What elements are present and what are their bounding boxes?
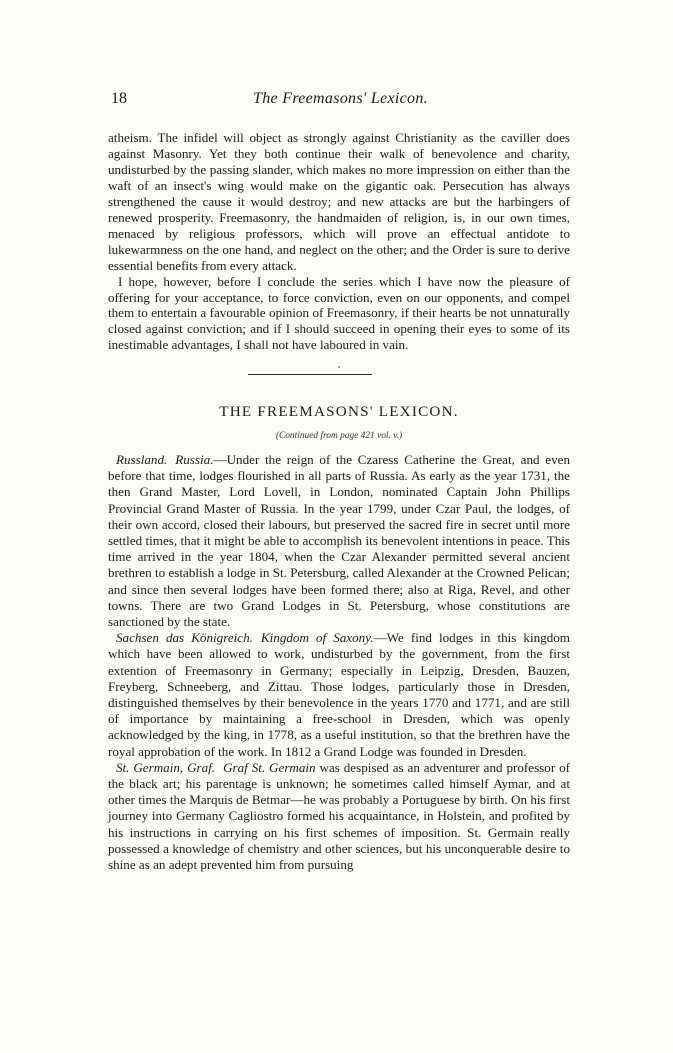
intro-text xyxy=(108,130,570,353)
lexicon-entries xyxy=(108,452,570,873)
running-title: The Freemasons' Lexicon. xyxy=(253,90,428,107)
continued-note: (Continued from page 421 vol. v.) xyxy=(275,431,403,441)
divider-dot xyxy=(338,366,340,368)
entry-term-english: Kingdom of Saxony. xyxy=(260,630,374,646)
entry-term-german: St. Germain, Graf. xyxy=(116,759,216,775)
entry-text: —We find lodges in this kingdom which have been allowed to work, undisturbed by the government, from the first extention of Freemasonry in Germany; especially in Leipzig, Dresden, Bauzen, Freyberg, Schneeberg, and Zittau. Those lodges, particularly those in Dresden, distinguished themselves by their benevolence in the years 1770 and 1771, and are still of importance by maintaining a free-school in Dresden, which was openly acknowledged by the king, in 1778, as a useful institution, so that the brethren have the royal approbation of the work. In 1812 a Grand Lodge was founded in Dresden. xyxy=(108,630,570,759)
running-head xyxy=(108,90,573,112)
entry-text: —Under the reign of the Czaress Catherine the Great, and even before that time, lodges flourished in all parts of Russia. As early as the year 1731, the then Grand Master, Lord Lovell, in London, nominated Captain John Phillips Provincial Grand Master of Russia. In the year 1799, under Czar Paul, the lodges, of their own accord, closed their labours, but preserved the sacred fire in secret until more settled times, that it might be able to accomplish its benevolent intentions in peace. This time arrived in the year 1804, when the Czar Alexander permitted several ancient brethren to establish a lodge in St. Petersburg, called Alexander at the Crowned Pelican; and since then several lodges have been formed there; also at Riga, Revel, and other towns. There are two Grand Lodges in St. Petersburg, whose constitutions are sanctioned by the state. xyxy=(108,452,570,630)
lexicon-entry xyxy=(108,452,570,630)
lexicon-entry xyxy=(108,760,570,873)
entry-term-german: Sachsen das Königreich. xyxy=(116,630,253,646)
entry-term-german: Russland. xyxy=(116,452,168,467)
intro-paragraph: I hope, however, before I conclude the series which I have now the pleasure of offering for your acceptance, to force conviction, even on our opponents, and compel them to entertain a favourable opinion of Freemasonry, if their hearts be not unnaturally closed against conviction; and if I should succeed in opening their eyes to some of its inestimable advantages, I shall not have laboured in vain. xyxy=(108,273,570,353)
entry-text: was despised as an adventurer and professor of the black art; his parentage is unknown; he sometimes called himself Aymar, and at other times the Marquis de Betmar—he was probably a Portuguese by birth. On his first journey into Germany Cagliostro formed his acquaintance, in Holstein, and profited by his instructions in carrying on his first schemes of imposition. St. Germain really possessed a knowledge of chemistry and other sciences, but his unconquerable desire to shine as an adept prevented him from pursuing xyxy=(108,759,570,873)
entry-term-english: Russia. xyxy=(175,452,214,467)
intro-paragraph: atheism. The infidel will object as strongly against Christianity as the caviller does against Masonry. Yet they both continue their walk of benevolence and charity, undisturbed by the passing slander, which makes no more impression on either than the waft of an insect's wing would make on the gigantic oak. Persecution has always strengthened the cause it would destroy; and new attacks are but the harbingers of renewed prosperity. Freemasonry, the handmaiden of religion, is, in our own times, menaced by religious professors, which will prove an effectual antidote to lukewarmness on the one hand, and neglect on the other; and the Order is sure to derive essential benefits from every attack. xyxy=(108,130,570,273)
section-divider xyxy=(248,374,372,375)
lexicon-entry xyxy=(108,630,570,760)
entry-term-english: Graf St. Germain xyxy=(223,759,316,775)
page-number: 18 xyxy=(111,90,127,107)
article-title: THE FREEMASONS' LEXICON. xyxy=(219,403,459,420)
